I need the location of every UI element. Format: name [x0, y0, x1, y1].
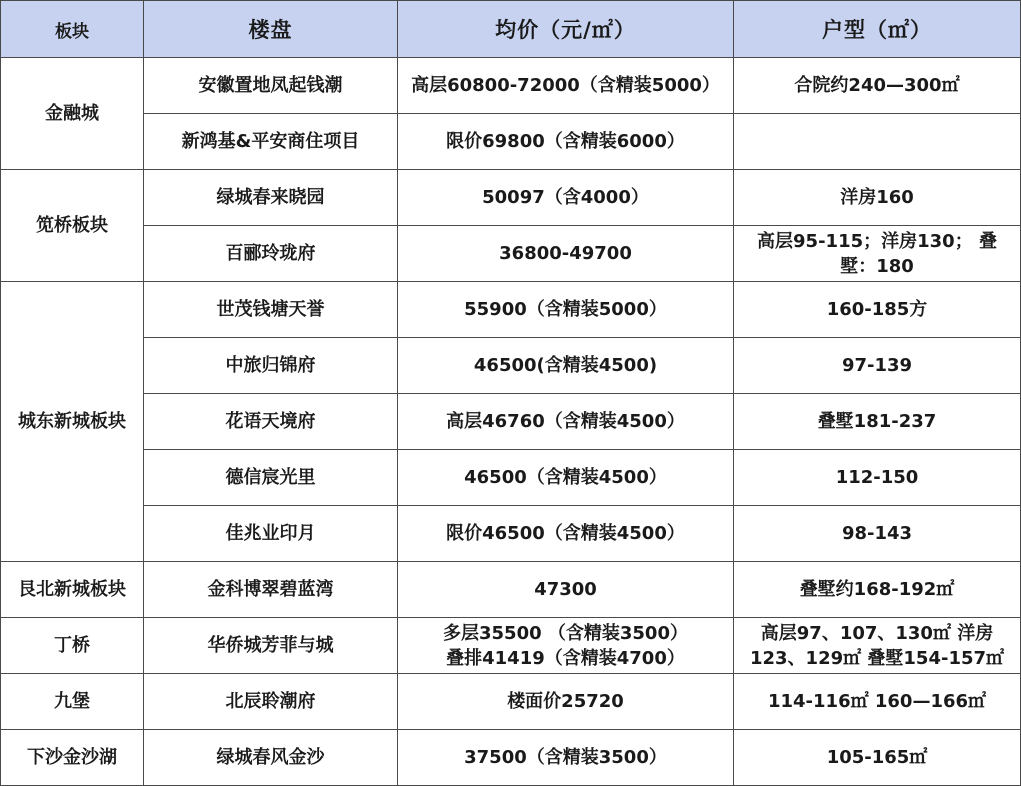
table-row — [1, 338, 1021, 394]
layout-cell: 160-185方 — [734, 282, 1021, 338]
project-name-cell: 佳兆业印月 — [144, 506, 398, 562]
layout-cell: 98-143 — [734, 506, 1021, 562]
price-cell: 47300 — [398, 562, 734, 618]
project-name-cell: 绿城春风金沙 — [144, 730, 398, 786]
layout-cell: 洋房160 — [734, 170, 1021, 226]
layout-cell: 合院约240—300㎡ — [734, 58, 1021, 114]
project-name-cell: 花语天境府 — [144, 394, 398, 450]
project-name-cell: 北辰聆潮府 — [144, 674, 398, 730]
table-row — [1, 226, 1021, 282]
layout-cell: 112-150 — [734, 450, 1021, 506]
district-cell: 笕桥板块 — [1, 170, 144, 282]
layout-cell: 高层95-115；洋房130； 叠墅：180 — [734, 226, 1021, 282]
project-name-cell: 世茂钱塘天誉 — [144, 282, 398, 338]
project-name-cell: 新鸿基&平安商住项目 — [144, 114, 398, 170]
header-district: 板块 — [1, 1, 144, 58]
price-cell: 楼面价25720 — [398, 674, 734, 730]
price-cell — [398, 618, 734, 674]
table-row — [1, 562, 1021, 618]
table-row — [1, 170, 1021, 226]
project-name-cell: 金科博翠碧蓝湾 — [144, 562, 398, 618]
header-project: 楼盘 — [144, 1, 398, 58]
table-header-row — [1, 1, 1021, 58]
layout-cell: 97-139 — [734, 338, 1021, 394]
project-name-cell: 安徽置地凤起钱潮 — [144, 58, 398, 114]
table-row — [1, 730, 1021, 786]
district-cell: 丁桥 — [1, 618, 144, 674]
table-row — [1, 394, 1021, 450]
layout-cell: 叠墅约168-192㎡ — [734, 562, 1021, 618]
layout-cell: 114-116㎡ 160—166㎡ — [734, 674, 1021, 730]
header-layout: 户型（㎡） — [734, 1, 1021, 58]
table-row — [1, 282, 1021, 338]
price-line: 多层35500 （含精装3500） — [443, 622, 688, 644]
price-cell: 高层60800-72000（含精装5000） — [398, 58, 734, 114]
project-name-cell: 华侨城芳菲与城 — [144, 618, 398, 674]
table-row — [1, 674, 1021, 730]
table-row — [1, 506, 1021, 562]
layout-cell: 叠墅181-237 — [734, 394, 1021, 450]
table-row — [1, 58, 1021, 114]
price-cell: 37500（含精装3500） — [398, 730, 734, 786]
header-price: 均价（元/㎡） — [398, 1, 734, 58]
district-cell: 九堡 — [1, 674, 144, 730]
layout-cell — [734, 114, 1021, 170]
table-row — [1, 114, 1021, 170]
table-row — [1, 450, 1021, 506]
district-cell: 艮北新城板块 — [1, 562, 144, 618]
price-cell: 46500（含精装4500） — [398, 450, 734, 506]
price-cell: 50097（含4000） — [398, 170, 734, 226]
table-row — [1, 618, 1021, 674]
project-name-cell: 绿城春来晓园 — [144, 170, 398, 226]
district-cell: 下沙金沙湖 — [1, 730, 144, 786]
price-cell: 55900（含精装5000） — [398, 282, 734, 338]
price-cell: 36800-49700 — [398, 226, 734, 282]
district-cell: 金融城 — [1, 58, 144, 170]
project-name-cell: 百郦玲珑府 — [144, 226, 398, 282]
project-name-cell: 德信宸光里 — [144, 450, 398, 506]
layout-cell: 高层97、107、130㎡ 洋房123、129㎡ 叠墅154-157㎡ — [734, 618, 1021, 674]
price-line: 叠排41419（含精装4700） — [446, 647, 685, 669]
project-name-cell: 中旅归锦府 — [144, 338, 398, 394]
price-cell: 限价46500（含精装4500） — [398, 506, 734, 562]
price-cell: 46500(含精装4500) — [398, 338, 734, 394]
price-cell: 限价69800（含精装6000） — [398, 114, 734, 170]
price-cell: 高层46760（含精装4500） — [398, 394, 734, 450]
district-cell: 城东新城板块 — [1, 282, 144, 562]
layout-cell: 105-165㎡ — [734, 730, 1021, 786]
